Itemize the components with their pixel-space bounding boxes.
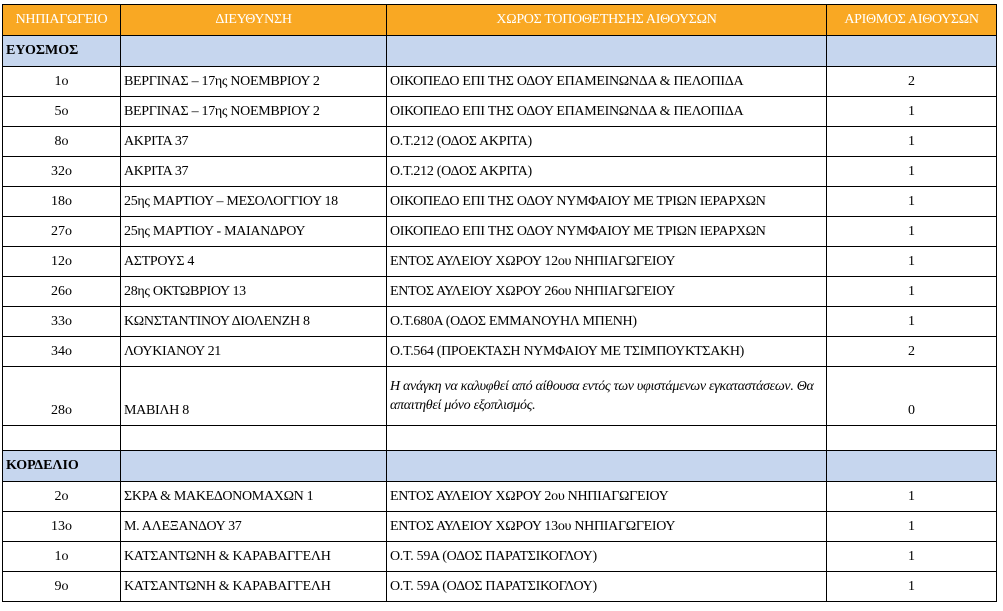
school-cell: 27ο [3, 217, 121, 247]
table-row [3, 97, 997, 127]
school-cell: 8ο [3, 127, 121, 157]
address-cell: ΚΑΤΣΑΝΤΩΝΗ & ΚΑΡΑΒΑΓΓΕΛΗ [121, 542, 387, 572]
col-header-school: ΝΗΠΙΑΓΩΓΕΙΟ [3, 5, 121, 36]
address-cell: 25ης ΜΑΡΤΙΟΥ – ΜΕΣΟΛΟΓΓΙΟΥ 18 [121, 187, 387, 217]
group-name: ΕΥΟΣΜΟΣ [3, 36, 121, 67]
school-cell: 26ο [3, 277, 121, 307]
address-cell: ΑΚΡΙΤΑ 37 [121, 127, 387, 157]
group-row [3, 451, 997, 482]
count-cell: 0 [827, 367, 997, 426]
count-cell: 1 [827, 157, 997, 187]
location-cell: Ο.Τ.212 (ΟΔΟΣ ΑΚΡΙΤΑ) [387, 157, 827, 187]
table-row [3, 277, 997, 307]
location-note-cell [387, 367, 827, 426]
blank-row [3, 426, 997, 451]
location-cell: ΟΙΚΟΠΕΔΟ ΕΠΙ ΤΗΣ ΟΔΟΥ ΕΠΑΜΕΙΝΩΝΔΑ & ΠΕΛΟΠΙΔΑ [387, 97, 827, 127]
col-header-count: ΑΡΙΘΜΟΣ ΑΙΘΟΥΣΩΝ [827, 5, 997, 36]
group-row [3, 36, 997, 67]
table-row [3, 512, 997, 542]
location-note: Η ανάγκη να καλυφθεί από αίθουσα εντός των υφιστάμενων εγκαταστάσεων. Θα απαιτηθεί μόνο εξοπλισμός. [390, 379, 814, 413]
school-cell: 33ο [3, 307, 121, 337]
table-row [3, 187, 997, 217]
table-row [3, 247, 997, 277]
table-row [3, 482, 997, 512]
table-row [3, 67, 997, 97]
col-header-location: ΧΩΡΟΣ ΤΟΠΟΘΕΤΗΣΗΣ ΑΙΘΟΥΣΩΝ [387, 5, 827, 36]
address-cell: 28ης ΟΚΤΩΒΡΙΟΥ 13 [121, 277, 387, 307]
header-row [3, 5, 997, 36]
school-cell: 5ο [3, 97, 121, 127]
count-cell: 1 [827, 127, 997, 157]
address-cell: ΜΑΒΙΛΗ 8 [121, 367, 387, 426]
address-cell: Μ. ΑΛΕΞΑΝΔΟΥ 37 [121, 512, 387, 542]
address-cell: ΒΕΡΓΙΝΑΣ – 17ης ΝΟΕΜΒΡΙΟΥ 2 [121, 67, 387, 97]
count-cell: 1 [827, 277, 997, 307]
address-cell: ΑΣΤΡΟΥΣ 4 [121, 247, 387, 277]
count-cell: 1 [827, 482, 997, 512]
location-cell: ΕΝΤΟΣ ΑΥΛΕΙΟΥ ΧΩΡΟΥ 26ου ΝΗΠΙΑΓΩΓΕΙΟΥ [387, 277, 827, 307]
school-cell: 2ο [3, 482, 121, 512]
count-cell: 2 [827, 337, 997, 367]
location-cell: Ο.Τ. 59Α (ΟΔΟΣ ΠΑΡΑΤΣΙΚΟΓΛΟΥ) [387, 572, 827, 602]
location-cell: ΟΙΚΟΠΕΔΟ ΕΠΙ ΤΗΣ ΟΔΟΥ ΝΥΜΦΑΙΟΥ ΜΕ ΤΡΙΩΝ ΙΕΡΑΡΧΩΝ [387, 217, 827, 247]
address-cell: ΑΚΡΙΤΑ 37 [121, 157, 387, 187]
location-cell: ΕΝΤΟΣ ΑΥΛΕΙΟΥ ΧΩΡΟΥ 12ου ΝΗΠΙΑΓΩΓΕΙΟΥ [387, 247, 827, 277]
school-cell: 1ο [3, 67, 121, 97]
table-row [3, 337, 997, 367]
schools-table [2, 4, 997, 602]
school-cell: 34ο [3, 337, 121, 367]
count-cell: 1 [827, 572, 997, 602]
location-cell: Ο.Τ.680Α (ΟΔΟΣ ΕΜΜΑΝΟΥΗΛ ΜΠΕΝΗ) [387, 307, 827, 337]
school-cell: 28ο [3, 367, 121, 426]
group-name: ΚΟΡΔΕΛΙΟ [3, 451, 121, 482]
table-row [3, 307, 997, 337]
location-cell: Ο.Τ.564 (ΠΡΟΕΚΤΑΣΗ ΝΥΜΦΑΙΟΥ ΜΕ ΤΣΙΜΠΟΥΚΤΣΑΚΗ) [387, 337, 827, 367]
count-cell: 1 [827, 247, 997, 277]
address-cell: ΚΩΝΣΤΑΝΤΙΝΟΥ ΔΙΟΛΕΝΖΗ 8 [121, 307, 387, 337]
location-cell: ΕΝΤΟΣ ΑΥΛΕΙΟΥ ΧΩΡΟΥ 13ου ΝΗΠΙΑΓΩΓΕΙΟΥ [387, 512, 827, 542]
location-cell: ΕΝΤΟΣ ΑΥΛΕΙΟΥ ΧΩΡΟΥ 2ου ΝΗΠΙΑΓΩΓΕΙΟΥ [387, 482, 827, 512]
col-header-address: ΔΙΕΥΘΥΝΣΗ [121, 5, 387, 36]
school-cell: 18ο [3, 187, 121, 217]
count-cell: 1 [827, 187, 997, 217]
count-cell: 1 [827, 217, 997, 247]
location-cell: ΟΙΚΟΠΕΔΟ ΕΠΙ ΤΗΣ ΟΔΟΥ ΕΠΑΜΕΙΝΩΝΔΑ & ΠΕΛΟΠΙΔΑ [387, 67, 827, 97]
count-cell: 1 [827, 307, 997, 337]
address-cell: ΚΑΤΣΑΝΤΩΝΗ & ΚΑΡΑΒΑΓΓΕΛΗ [121, 572, 387, 602]
location-cell: ΟΙΚΟΠΕΔΟ ΕΠΙ ΤΗΣ ΟΔΟΥ ΝΥΜΦΑΙΟΥ ΜΕ ΤΡΙΩΝ ΙΕΡΑΡΧΩΝ [387, 187, 827, 217]
school-cell: 32ο [3, 157, 121, 187]
location-cell: Ο.Τ. 59Α (ΟΔΟΣ ΠΑΡΑΤΣΙΚΟΓΛΟΥ) [387, 542, 827, 572]
school-cell: 13ο [3, 512, 121, 542]
school-cell: 1ο [3, 542, 121, 572]
table-row [3, 157, 997, 187]
table-row [3, 127, 997, 157]
address-cell: 25ης ΜΑΡΤΙΟΥ - ΜΑΙΑΝΔΡΟΥ [121, 217, 387, 247]
school-cell: 9ο [3, 572, 121, 602]
location-cell: Ο.Τ.212 (ΟΔΟΣ ΑΚΡΙΤΑ) [387, 127, 827, 157]
table-row [3, 542, 997, 572]
count-cell: 1 [827, 542, 997, 572]
count-cell: 2 [827, 67, 997, 97]
school-cell: 12ο [3, 247, 121, 277]
count-cell: 1 [827, 512, 997, 542]
address-cell: ΒΕΡΓΙΝΑΣ – 17ης ΝΟΕΜΒΡΙΟΥ 2 [121, 97, 387, 127]
table-row-note [3, 367, 997, 426]
address-cell: ΣΚΡΑ & ΜΑΚΕΔΟΝΟΜΑΧΩΝ 1 [121, 482, 387, 512]
count-cell: 1 [827, 97, 997, 127]
table-row [3, 572, 997, 602]
table-row [3, 217, 997, 247]
address-cell: ΛΟΥΚΙΑΝΟΥ 21 [121, 337, 387, 367]
